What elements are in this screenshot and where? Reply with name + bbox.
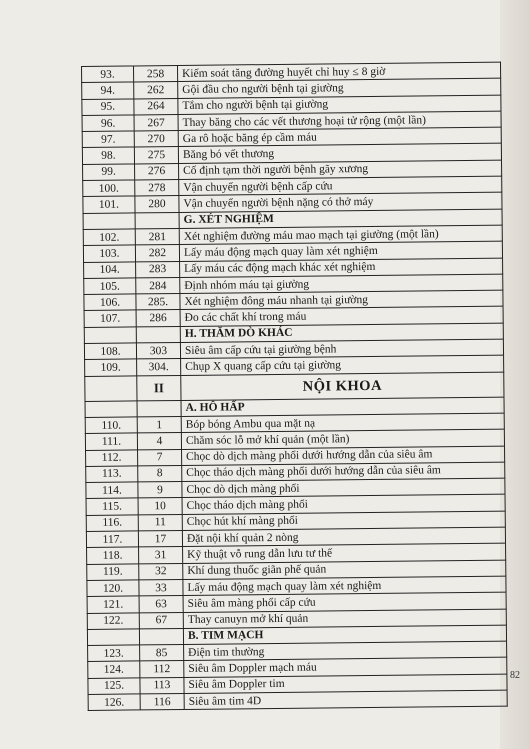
row-procedure-name: Siêu âm cấp cứu tại giường bệnh: [180, 339, 503, 359]
row-index: 120.: [87, 580, 139, 597]
row-procedure-name: Bóp bóng Ambu qua mặt nạ: [181, 413, 504, 433]
row-procedure-name: Chọc tháo dịch màng phổi: [182, 495, 505, 515]
row-code: 276: [135, 163, 179, 180]
row-code: 17: [138, 530, 182, 547]
row-index: 107.: [84, 310, 136, 327]
row-procedure-name: Vận chuyển người bệnh nặng có thở máy: [179, 192, 502, 212]
row-index: 125.: [88, 678, 140, 695]
row-code: 4: [137, 433, 181, 450]
row-code: 32: [139, 563, 183, 580]
row-procedure-name: Thay canuyn mở khí quản: [183, 609, 506, 629]
row-index: 105.: [84, 278, 136, 295]
row-index: 96.: [82, 115, 134, 132]
row-procedure-name: Kỹ thuật vỗ rung dẫn lưu tư thế: [183, 543, 506, 563]
row-code: 9: [138, 482, 182, 499]
table-row: [88, 690, 507, 711]
row-index: 122.: [87, 612, 139, 629]
empty-cell: [83, 213, 135, 230]
row-index: 94.: [82, 82, 134, 99]
row-code: 33: [139, 579, 183, 596]
row-procedure-name: Vận chuyển người bệnh cấp cứu: [179, 176, 502, 196]
row-index: 119.: [87, 564, 139, 581]
empty-cell: [136, 326, 180, 343]
row-procedure-name: Kiểm soát tăng đường huyết chỉ huy ≤ 8 giờ: [177, 62, 500, 82]
empty-cell: [84, 327, 136, 344]
row-index: 112.: [86, 449, 138, 466]
row-code: 85: [140, 645, 184, 662]
row-procedure-name: Lấy máu động mạch quay làm xét nghiệm: [183, 576, 506, 596]
row-procedure-name: Siêu âm màng phổi cấp cứu: [183, 592, 506, 612]
row-index: 104.: [84, 262, 136, 279]
empty-cell: [85, 401, 137, 418]
row-procedure-name: Lấy máu động mạch quay làm xét nghiệm: [179, 241, 502, 261]
row-procedure-name: Điện tim thường: [184, 641, 507, 661]
row-procedure-name: Chọc hút khí màng phổi: [182, 511, 505, 531]
page-number: 82: [510, 670, 520, 681]
procedure-table-body: [82, 62, 508, 711]
row-code: 283: [136, 261, 180, 278]
section-heading: A. HÔ HẤP: [181, 397, 504, 417]
empty-cell: [85, 376, 137, 402]
row-code: 63: [139, 596, 183, 613]
row-procedure-name: Ga rô hoặc băng ép cầm máu: [178, 127, 501, 147]
row-code: 280: [135, 196, 179, 213]
row-procedure-name: Chụp X quang cấp cứu tại giường: [181, 355, 504, 375]
row-index: 118.: [87, 547, 139, 564]
row-index: 121.: [87, 596, 139, 613]
row-index: 101.: [83, 196, 135, 213]
row-index: 102.: [83, 229, 135, 246]
row-procedure-name: Khí dung thuốc giãn phế quản: [183, 560, 506, 580]
part-title: NỘI KHOA: [181, 372, 504, 400]
row-index: 103.: [83, 245, 135, 262]
row-index: 126.: [88, 694, 140, 711]
row-code: 31: [139, 547, 183, 564]
row-code: 304.: [137, 359, 181, 376]
row-index: 116.: [86, 515, 138, 532]
procedure-table: [81, 62, 508, 712]
row-procedure-name: Siêu âm tim 4D: [184, 690, 507, 710]
row-code: 10: [138, 498, 182, 515]
row-procedure-name: Xét nghiệm đường máu mao mạch tại giường (một lần): [179, 225, 502, 245]
row-index: 114.: [86, 482, 138, 499]
row-procedure-name: Lấy máu các động mạch khác xét nghiệm: [180, 258, 503, 278]
row-code: 270: [134, 131, 178, 148]
row-index: 93.: [82, 66, 134, 83]
row-procedure-name: Cố định tạm thời người bệnh gãy xương: [179, 160, 502, 180]
row-procedure-name: Tắm cho người bệnh tại giường: [178, 95, 501, 115]
row-procedure-name: Siêu âm Doppler mạch máu: [184, 657, 507, 677]
row-code: 264: [134, 98, 178, 115]
row-code: 285.: [136, 294, 180, 311]
row-code: 112: [140, 661, 184, 678]
row-procedure-name: Gội đầu cho người bệnh tại giường: [178, 78, 501, 98]
row-index: 123.: [88, 645, 140, 662]
empty-cell: [137, 400, 181, 417]
row-code: 281: [135, 228, 179, 245]
row-code: 275: [134, 147, 178, 164]
row-code: 286: [136, 310, 180, 327]
row-index: 98.: [82, 147, 134, 164]
row-procedure-name: Định nhóm máu tại giường: [180, 274, 503, 294]
row-index: 97.: [82, 131, 134, 148]
row-procedure-name: Băng bó vết thương: [178, 144, 501, 164]
row-index: 100.: [83, 180, 135, 197]
row-code: 113: [140, 677, 184, 694]
row-code: 258: [134, 65, 178, 82]
row-code: 303: [136, 343, 180, 360]
row-index: 109.: [85, 359, 137, 376]
empty-cell: [135, 212, 179, 229]
row-index: 99.: [83, 164, 135, 181]
part-roman-numeral: II: [137, 375, 181, 400]
row-code: 116: [140, 693, 184, 710]
row-code: 7: [138, 449, 182, 466]
row-index: 95.: [82, 99, 134, 116]
row-index: 124.: [88, 661, 140, 678]
section-heading: H. THĂM DÒ KHÁC: [180, 323, 503, 343]
row-code: 11: [138, 514, 182, 531]
row-procedure-name: Đặt nội khí quản 2 nòng: [182, 527, 505, 547]
empty-cell: [139, 628, 183, 645]
row-index: 110.: [85, 417, 137, 434]
row-code: 8: [138, 465, 182, 482]
section-heading: B. TIM MẠCH: [183, 625, 506, 645]
row-code: 284: [136, 277, 180, 294]
row-procedure-name: Đo các chất khí trong máu: [180, 307, 503, 327]
row-code: 67: [139, 612, 183, 629]
row-index: 117.: [86, 531, 138, 548]
row-procedure-name: Thay băng cho các vết thương hoại tử rộng (một lần): [178, 111, 501, 131]
row-procedure-name: Chọc dò dịch màng phổi: [182, 478, 505, 498]
row-code: 282: [135, 245, 179, 262]
row-code: 278: [135, 180, 179, 197]
row-procedure-name: Xét nghiệm đông máu nhanh tại giường: [180, 290, 503, 310]
row-code: 1: [137, 416, 181, 433]
empty-cell: [87, 629, 139, 646]
row-index: 113.: [86, 466, 138, 483]
row-code: 262: [134, 82, 178, 99]
row-index: 106.: [84, 294, 136, 311]
row-procedure-name: Chăm sóc lỗ mở khí quản (một lần): [181, 429, 504, 449]
row-procedure-name: Chọc dò dịch màng phổi dưới hướng dẫn của siêu âm: [182, 446, 505, 466]
row-index: 111.: [85, 433, 137, 450]
row-index: 115.: [86, 498, 138, 515]
row-procedure-name: Chọc tháo dịch màng phổi dưới hướng dẫn của siêu âm: [182, 462, 505, 482]
row-procedure-name: Siêu âm Doppler tim: [184, 674, 507, 694]
row-index: 108.: [84, 343, 136, 360]
section-heading: G. XÉT NGHIỆM: [179, 209, 502, 229]
row-code: 267: [134, 114, 178, 131]
